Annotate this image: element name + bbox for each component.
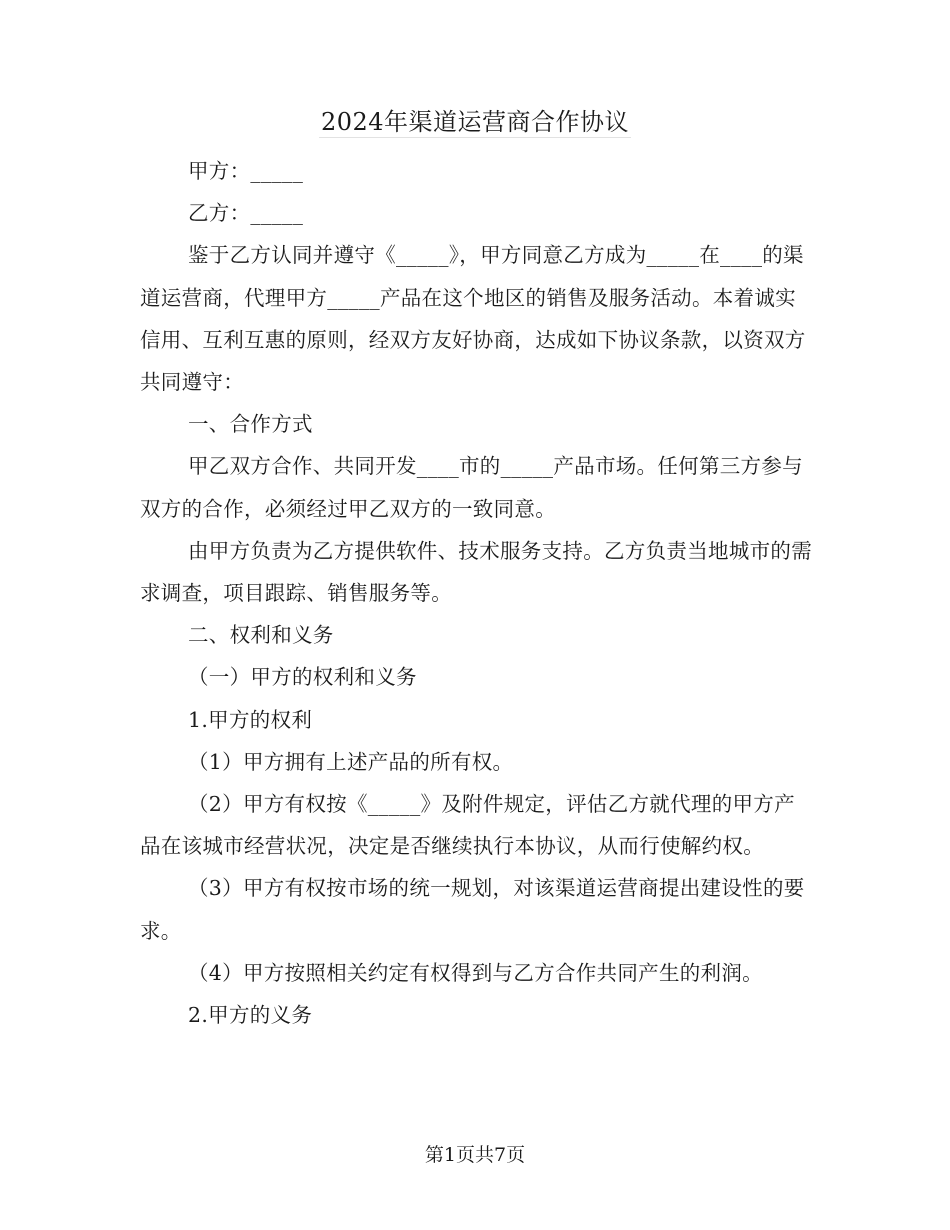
- section-heading-rights: 二、权利和义务: [188, 623, 334, 648]
- subsection-heading-party-a: （一）甲方的权利和义务: [188, 665, 417, 690]
- document-title: [0, 102, 950, 142]
- clause-heading-party-a-rights: 1.甲方的权利: [188, 707, 313, 732]
- preamble-paragraph: 鉴于乙方认同并遵守《_____》，甲方同意乙方成为_____在____的渠道运营商，代理甲方_____产品在这个地区的销售及服务活动。本着诚实信用、互利互惠的原则，经双方友好协商，达成如下协议条款，以资双方共同遵守：: [140, 243, 806, 395]
- clause-item-2: （2）甲方有权按《_____》及附件规定，评估乙方就代理的甲方产品在该城市经营状况，决定是否继续执行本协议，从而行使解约权。: [140, 792, 795, 859]
- document-body: [140, 150, 812, 1036]
- clause-item-1: （1）甲方拥有上述产品的所有权。: [188, 749, 514, 774]
- party-a-line: 甲方：_____: [188, 159, 304, 183]
- clause-item-3: （3）甲方有权按市场的统一规划，对该渠道运营商提出建设性的要求。: [140, 876, 805, 943]
- cooperation-paragraph-2: 由甲方负责为乙方提供软件、技术服务支持。乙方负责当地城市的需求调查，项目跟踪、销售服务等。: [140, 538, 812, 606]
- party-b-line: 乙方：_____: [188, 201, 304, 226]
- clause-item-4: （4）甲方按照相关约定有权得到与乙方合作共同产生的利润。: [188, 960, 763, 985]
- document-title-text: 2024年渠道运营商合作协议: [320, 108, 630, 136]
- page-footer: 第1页共7页: [424, 1144, 526, 1166]
- clause-heading-party-a-duties: 2.甲方的义务: [188, 1003, 313, 1028]
- cooperation-paragraph-1: 甲乙双方合作、共同开发____市的_____产品市场。任何第三方参与双方的合作，必须经过甲乙双方的一致同意。: [140, 454, 803, 521]
- section-heading-cooperation: 一、合作方式: [188, 412, 313, 437]
